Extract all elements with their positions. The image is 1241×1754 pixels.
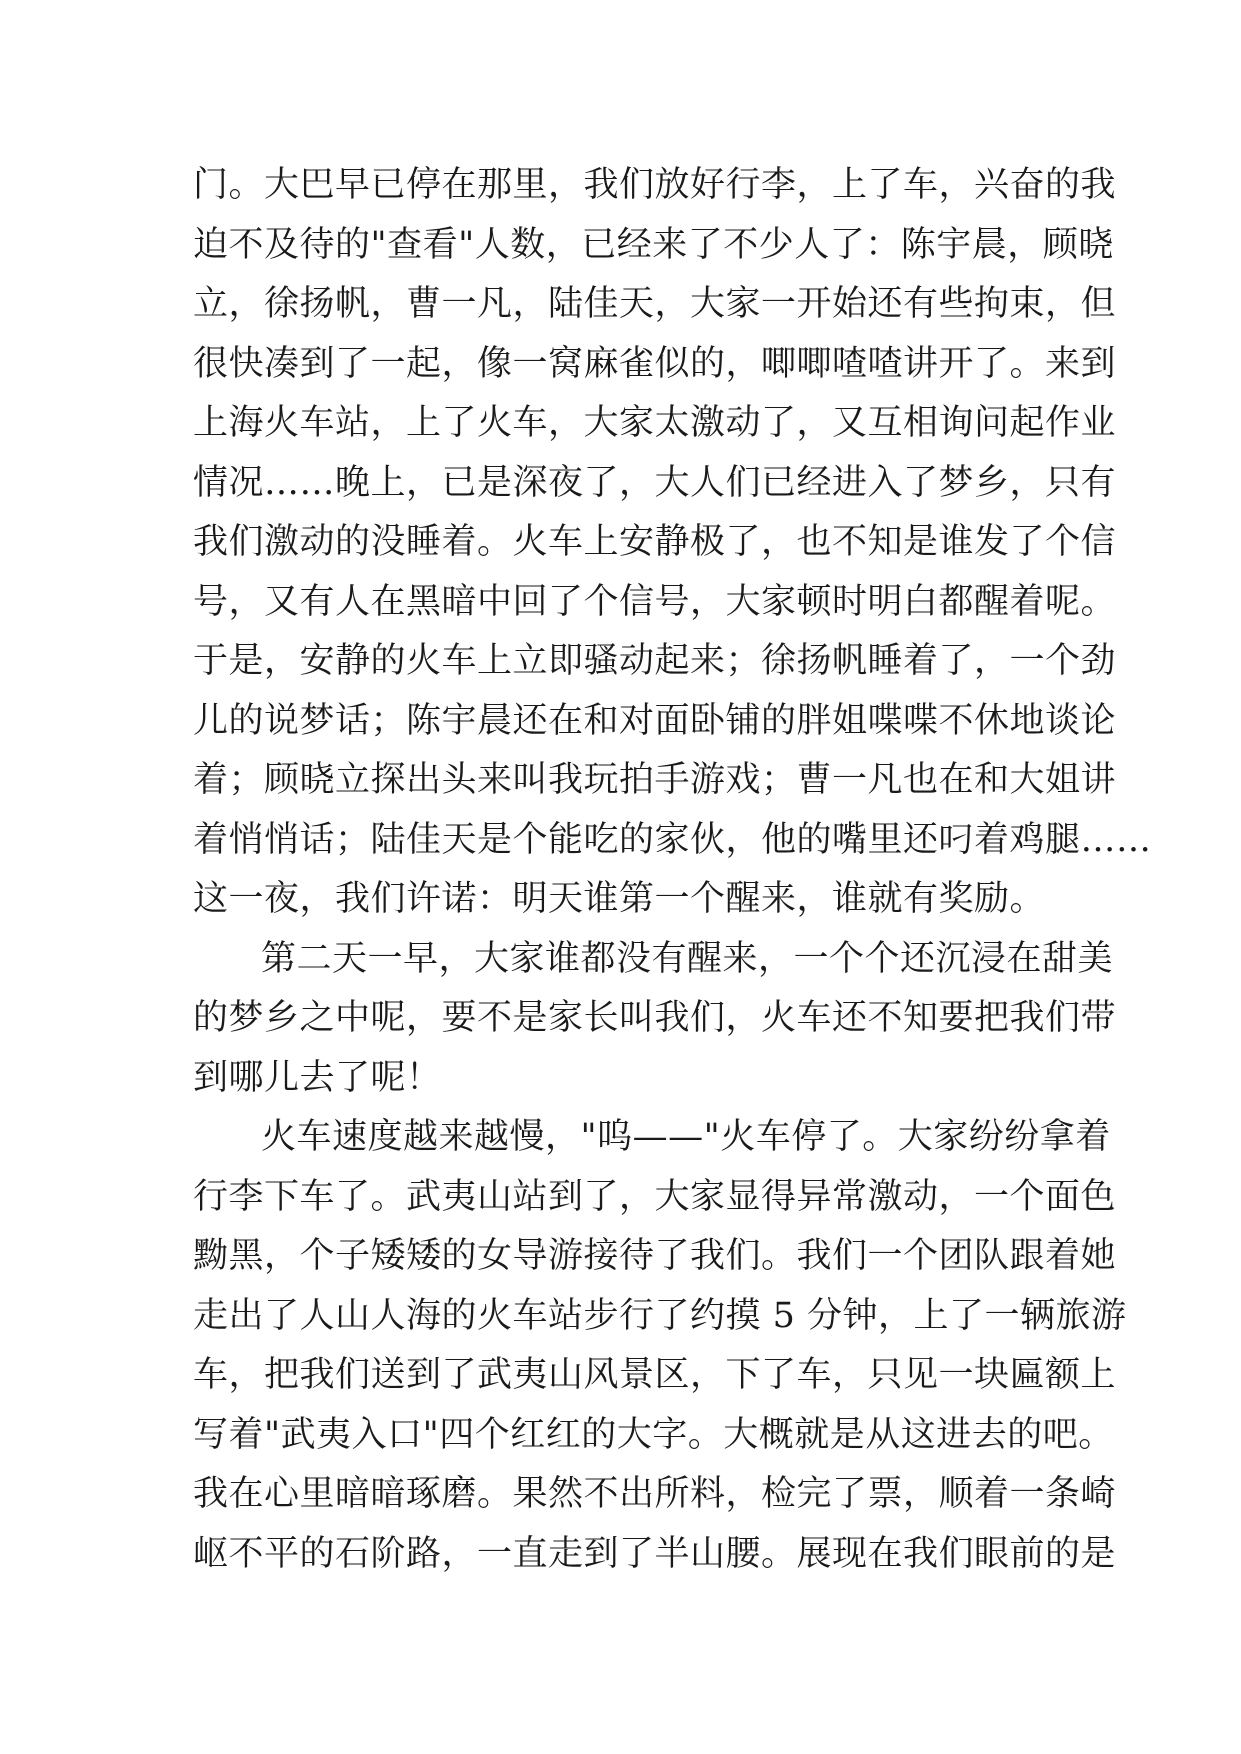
paragraph-start-line: 火车速度越来越慢，"呜——"火车停了。大家纷纷拿着: [261, 1117, 1111, 1157]
text-line: 门。大巴早已停在那里，我们放好行李，上了车，兴奋的我: [193, 165, 1117, 205]
text-line: 很快凑到了一起，像一窝麻雀似的，唧唧喳喳讲开了。来到: [193, 343, 1117, 384]
text-line: 上海火车站，上了火车，大家太激动了，又互相询问起作业: [193, 403, 1117, 443]
text-line: 着悄悄话；陆佳天是个能吃的家伙，他的嘴里还叼着鸡腿……: [193, 819, 1152, 860]
text-line: 走出了人山人海的火车站步行了约摸 5 分钟，上了一辆旅游: [193, 1295, 1127, 1336]
paragraph-start-line: 第二天一早，大家谁都没有醒来，一个个还沉浸在甜美: [261, 938, 1114, 979]
text-line: 着；顾晓立探出头来叫我玩拍手游戏；曹一凡也在和大姐讲: [193, 760, 1117, 800]
text-line: 情况……晚上，已是深夜了，大人们已经进入了梦乡，只有: [193, 462, 1117, 503]
text-line: 号，又有人在黑暗中回了个信号，大家顿时明白都醒着呢。: [193, 581, 1117, 622]
text-line: 行李下车了。武夷山站到了，大家显得异常激动，一个面色: [193, 1176, 1117, 1217]
text-line: 于是，安静的火车上立即骚动起来；徐扬帆睡着了，一个劲: [193, 641, 1117, 681]
text-line: 黝黑，个子矮矮的女导游接待了我们。我们一个团队跟着她: [193, 1236, 1117, 1276]
text-line: 立，徐扬帆，曹一凡，陆佳天，大家一开始还有些拘束，但: [193, 284, 1117, 324]
body-text: [193, 156, 1152, 1584]
text-line: 儿的说梦话；陈宇晨还在和对面卧铺的胖姐喋喋不休地谈论: [193, 700, 1117, 741]
paragraph-end-line: 到哪儿去了呢！: [193, 1057, 442, 1098]
paragraph-end-line: 这一夜，我们许诺：明天谁第一个醒来，谁就有奖励。: [193, 879, 1046, 919]
text-line: 岖不平的石阶路，一直走到了半山腰。展现在我们眼前的是: [193, 1533, 1117, 1574]
text-line: 我们激动的没睡着。火车上安静极了，也不知是谁发了个信: [193, 522, 1117, 562]
text-line: 车，把我们送到了武夷山风景区，下了车，只见一块匾额上: [193, 1355, 1117, 1395]
text-line: 的梦乡之中呢，要不是家长叫我们，火车还不知要把我们带: [193, 998, 1117, 1038]
text-line: 我在心里暗暗琢磨。果然不出所料，检完了票，顺着一条崎: [193, 1474, 1117, 1514]
text-line: 迫不及待的"查看"人数，已经来了不少人了：陈宇晨，顾晓: [193, 224, 1114, 265]
text-line: 写着"武夷入口"四个红红的大字。大概就是从这进去的吧。: [193, 1414, 1114, 1455]
